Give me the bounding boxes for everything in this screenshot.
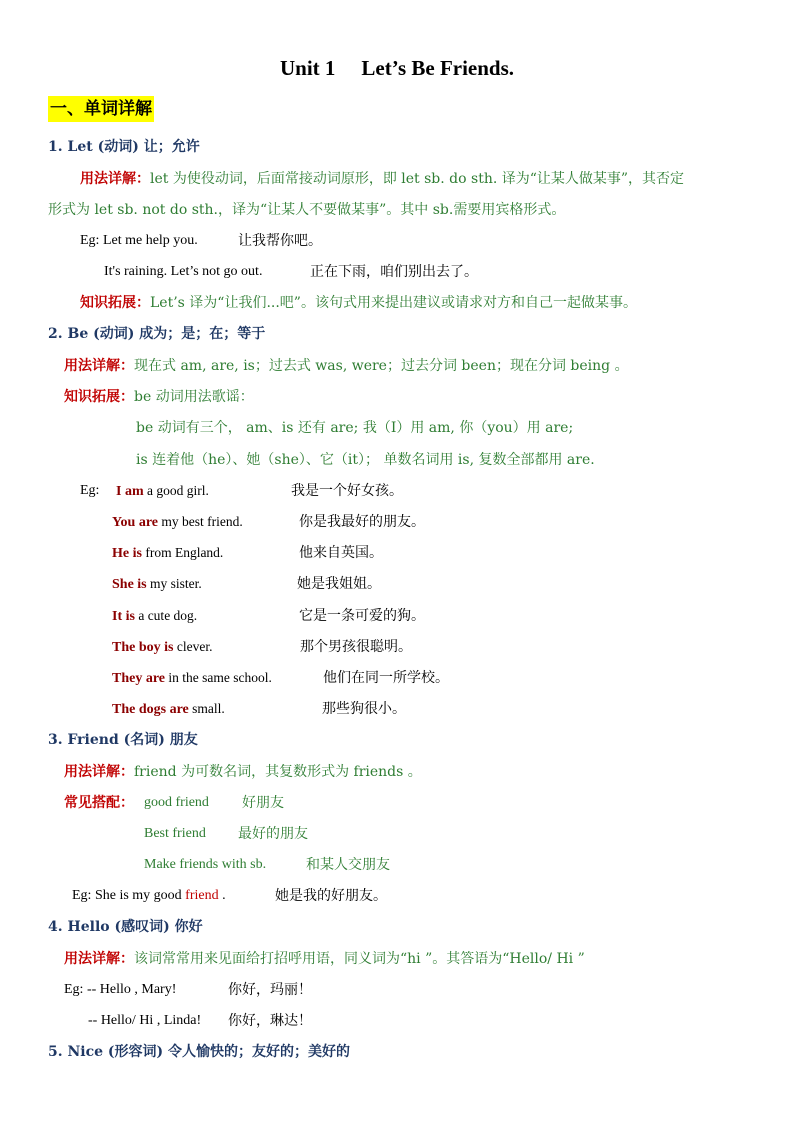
word-heading-friend: 3. Friend (名词) 朋友 <box>48 732 198 748</box>
section-heading: 一、单词详解 <box>48 96 154 122</box>
be-example-en <box>112 668 272 689</box>
usage-label: 用法详解： <box>64 951 134 967</box>
be-example-zh: 他来自英国。 <box>299 545 383 561</box>
be-example-zh: 那个男孩很聪明。 <box>300 639 412 655</box>
extension-text: Let’s 译为“让我们...吧”。该句式用来提出建议或请求对方和自己一起做某事。 <box>150 295 637 311</box>
be-example-zh: 他们在同一所学校。 <box>323 670 449 686</box>
word-heading-hello: 4. Hello (感叹词) 你好 <box>48 919 203 935</box>
example-keyword: friend <box>185 888 219 903</box>
be-usage <box>64 356 629 376</box>
example-text: . <box>218 888 226 903</box>
word-heading-let: 1. Let (动词) 让；允许 <box>48 139 200 155</box>
extension-label: 知识拓展： <box>80 295 150 311</box>
be-rhyme-line: is 连着他（he）、她（she）、它（it）； 单数名词用 is, 复数全部都用 are. <box>136 452 595 468</box>
let-example2-en: It's raining. Let’s not go out. <box>104 264 263 279</box>
be-predicate: a cute dog. <box>134 608 198 623</box>
be-extension <box>64 387 254 407</box>
hello-example2-zh: 你好，琳达！ <box>228 1013 312 1029</box>
be-example-en <box>116 481 209 502</box>
usage-text: 该词常常用来见面给打招呼用语，同义词为“hi ”。其答语为“Hello/ Hi ” <box>134 951 585 967</box>
usage-text: let 为使役动词，后面常接动词原形，即 let sb. do sth. 译为“让某人做某事”，其否定 <box>150 171 685 187</box>
be-predicate: clever. <box>173 639 213 654</box>
be-subject: She is <box>112 577 147 592</box>
be-predicate: a good girl. <box>143 483 209 498</box>
page-title <box>0 56 794 81</box>
example-text: Eg: She is my good <box>72 888 186 903</box>
be-subject: It is <box>112 609 135 624</box>
be-example-en <box>112 574 202 595</box>
be-subject: The dogs are <box>112 702 189 717</box>
friend-example-en <box>72 886 226 906</box>
friend-usage <box>64 762 422 782</box>
extension-label: 知识拓展： <box>64 389 134 405</box>
be-predicate: in the same school. <box>165 670 272 685</box>
be-predicate: my sister. <box>146 576 202 591</box>
collocation-en: Make friends with sb. <box>144 857 267 872</box>
be-example-zh: 她是我姐姐。 <box>297 576 381 592</box>
be-subject: I am <box>116 484 144 499</box>
eg-prefix: Eg: <box>80 483 100 498</box>
usage-label: 用法详解： <box>64 358 134 374</box>
collocation-en: good friend <box>144 795 209 810</box>
friend-collocation-label <box>64 793 134 813</box>
collocation-zh: 最好的朋友 <box>238 826 308 842</box>
let-extension <box>80 293 637 313</box>
usage-text: friend 为可数名词，其复数形式为 friends 。 <box>134 764 422 780</box>
be-subject: They are <box>112 671 166 686</box>
let-usage-cont: 形式为 let sb. not do sth.，译为“让某人不要做某事”。其中 sb.需要用宾格形式。 <box>48 202 566 218</box>
collocation-zh: 好朋友 <box>242 795 284 811</box>
unit-name: Let’s Be Friends. <box>361 56 515 80</box>
usage-label: 用法详解： <box>80 171 150 187</box>
extension-text: be 动词用法歌谣： <box>134 389 254 405</box>
be-subject: He is <box>112 546 142 561</box>
be-example-zh: 我是一个好女孩。 <box>291 483 403 499</box>
hello-example2-en: -- Hello/ Hi , Linda! <box>88 1013 202 1028</box>
collocation-en: Best friend <box>144 826 206 841</box>
word-heading-nice: 5. Nice (形容词) 令人愉快的；友好的；美好的 <box>48 1044 351 1060</box>
usage-text: 现在式 am, are, is；过去式 was, were；过去分词 been；现在分词 being 。 <box>134 358 629 374</box>
be-predicate: my best friend. <box>158 514 243 529</box>
be-example-en <box>112 543 223 564</box>
let-example-zh: 让我帮你吧。 <box>238 233 322 249</box>
be-predicate: from England. <box>141 545 224 560</box>
unit-number: Unit 1 <box>279 56 336 80</box>
be-example-en <box>112 637 212 658</box>
be-example-zh: 你是我最好的朋友。 <box>299 514 425 530</box>
be-example-en <box>112 606 197 627</box>
be-rhyme-line: be 动词有三个， am、is 还有 are; 我（I）用 am, 你（you）用 are; <box>136 420 574 436</box>
be-predicate: small. <box>188 701 225 716</box>
hello-example-en: Eg: -- Hello , Mary! <box>64 982 177 997</box>
be-subject: The boy is <box>112 640 174 655</box>
be-example-en <box>112 699 225 720</box>
hello-usage <box>64 949 585 969</box>
word-heading-be: 2. Be (动词) 成为；是；在；等于 <box>48 326 266 342</box>
collocation-label: 常见搭配： <box>64 795 134 811</box>
let-example2-zh: 正在下雨，咱们别出去了。 <box>310 264 478 280</box>
usage-label: 用法详解： <box>64 764 134 780</box>
be-subject: You are <box>112 515 159 530</box>
be-example-zh: 它是一条可爱的狗。 <box>299 608 425 624</box>
be-example-zh: 那些狗很小。 <box>322 701 406 717</box>
let-example-en: Eg: Let me help you. <box>80 233 198 248</box>
let-usage <box>80 169 684 189</box>
hello-example-zh: 你好，玛丽！ <box>228 982 312 998</box>
friend-example-zh: 她是我的好朋友。 <box>275 888 387 904</box>
be-example-en <box>112 512 243 533</box>
collocation-zh: 和某人交朋友 <box>306 857 390 873</box>
